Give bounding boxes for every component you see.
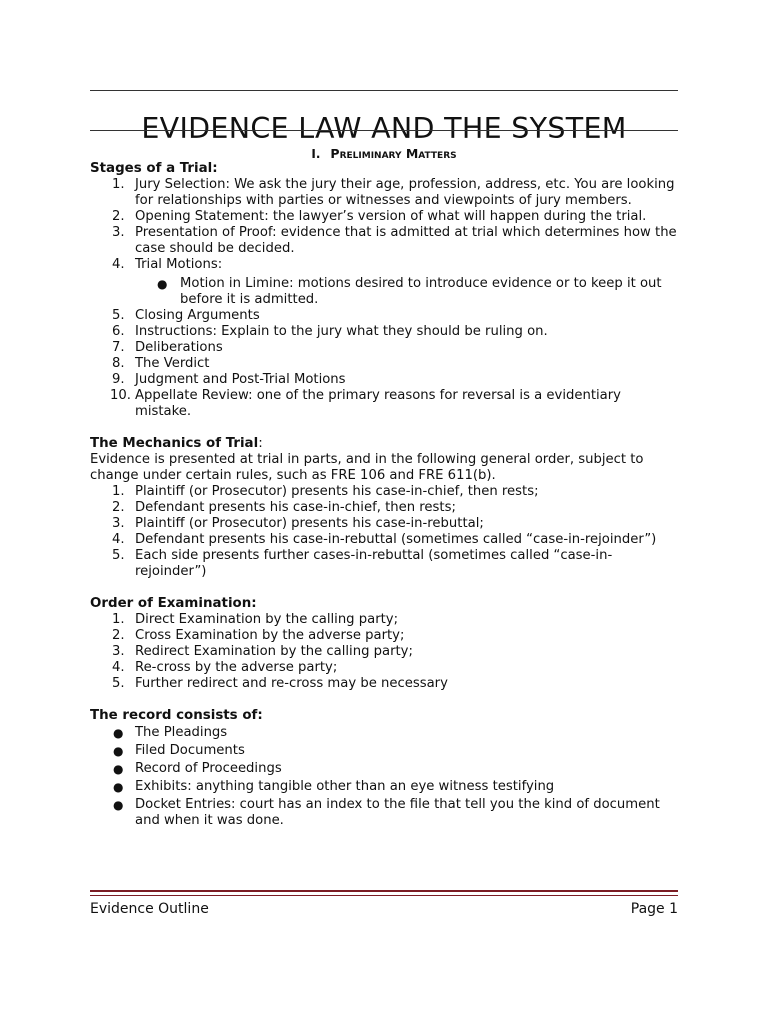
document-title: EVIDENCE LAW AND THE SYSTEM bbox=[141, 112, 627, 146]
list-item: 1. Direct Examination by the calling party; bbox=[112, 612, 399, 627]
list-item: 1. Jury Selection: We ask the jury their age, profession, address, etc. You are looking for relationships with parties or witnesses and viewpoints of jury members. bbox=[112, 177, 675, 208]
record-list bbox=[90, 725, 680, 829]
bullet-icon: ● bbox=[113, 744, 124, 758]
bullet-icon: ● bbox=[157, 277, 168, 291]
mechanics-heading: The Mechanics of Trial: bbox=[90, 436, 263, 451]
list-item: 3. Redirect Examination by the calling party; bbox=[112, 644, 413, 659]
list-item: 9. Judgment and Post-Trial Motions bbox=[112, 372, 346, 387]
list-item: ● Motion in Limine: motions desired to introduce evidence or to keep it out before it is admitted. bbox=[157, 276, 662, 307]
list-item: ● The Pleadings bbox=[113, 725, 228, 740]
footer-rule-thick bbox=[90, 890, 678, 892]
spacer bbox=[90, 580, 680, 596]
list-item: 3. Presentation of Proof: evidence that is admitted at trial which determines how the case should be decided. bbox=[112, 225, 677, 256]
list-item: 5. Further redirect and re-cross may be necessary bbox=[112, 676, 448, 691]
mechanics-list bbox=[90, 484, 680, 580]
examination-list bbox=[90, 612, 680, 692]
list-item: 3. Plaintiff (or Prosecutor) presents his case-in-rebuttal; bbox=[112, 516, 484, 531]
record-heading: The record consists of: bbox=[90, 708, 263, 723]
list-item: 7. Deliberations bbox=[112, 340, 223, 355]
list-item: 5. Closing Arguments bbox=[112, 308, 260, 323]
document-body bbox=[90, 161, 680, 829]
list-item: ● Filed Documents bbox=[113, 743, 245, 758]
spacer bbox=[90, 420, 680, 436]
footer-document-name: Evidence Outline bbox=[90, 901, 209, 917]
list-item: 4. Trial Motions: ● Motion in Limine: motions desired to introduce evidence or to keep it out before it is admitted. bbox=[90, 257, 680, 308]
list-item: ● Record of Proceedings bbox=[113, 761, 282, 776]
list-item: 5. Each side presents further cases-in-rebuttal (sometimes called “case-in-rejoinder”) bbox=[112, 548, 613, 579]
bullet-icon: ● bbox=[113, 780, 124, 794]
trial-motions-sublist bbox=[90, 276, 680, 308]
list-item: 4. Defendant presents his case-in-rebuttal (sometimes called “case-in-rejoinder”) bbox=[112, 532, 657, 547]
list-item: ● Docket Entries: court has an index to the file that tell you the kind of document and when it was done. bbox=[113, 797, 660, 828]
section-number: I. bbox=[311, 147, 321, 161]
title-top-rule bbox=[90, 90, 678, 91]
title-bottom-rule bbox=[90, 130, 678, 131]
footer-rule-thin bbox=[90, 895, 678, 896]
list-item: 8. The Verdict bbox=[112, 356, 210, 371]
list-item: 10. Appellate Review: one of the primary reasons for reversal is a evidentiary mistake. bbox=[110, 388, 621, 419]
mechanics-intro: Evidence is presented at trial in parts, and in the following general order, subject to change under certain rules, such as FRE 106 and FRE 611(b). bbox=[90, 452, 644, 483]
examination-heading: Order of Examination: bbox=[90, 596, 257, 611]
footer-page-number: Page 1 bbox=[630, 901, 678, 917]
list-item: 2. Cross Examination by the adverse party; bbox=[112, 628, 405, 643]
list-item: 1. Plaintiff (or Prosecutor) presents his case-in-chief, then rests; bbox=[112, 484, 539, 499]
section-heading bbox=[90, 146, 678, 162]
list-item: 2. Opening Statement: the lawyer’s version of what will happen during the trial. bbox=[112, 209, 647, 224]
bullet-icon: ● bbox=[113, 798, 124, 812]
list-item: ● Exhibits: anything tangible other than an eye witness testifying bbox=[113, 779, 555, 794]
bullet-icon: ● bbox=[113, 762, 124, 776]
section-title: Preliminary Matters bbox=[330, 146, 457, 161]
stages-heading: Stages of a Trial: bbox=[90, 161, 218, 176]
list-item: 4. Re-cross by the adverse party; bbox=[112, 660, 338, 675]
stages-list bbox=[90, 177, 680, 420]
bullet-icon: ● bbox=[113, 726, 124, 740]
spacer bbox=[90, 692, 680, 708]
list-item: 6. Instructions: Explain to the jury what they should be ruling on. bbox=[112, 324, 548, 339]
list-item: 2. Defendant presents his case-in-chief, then rests; bbox=[112, 500, 456, 515]
